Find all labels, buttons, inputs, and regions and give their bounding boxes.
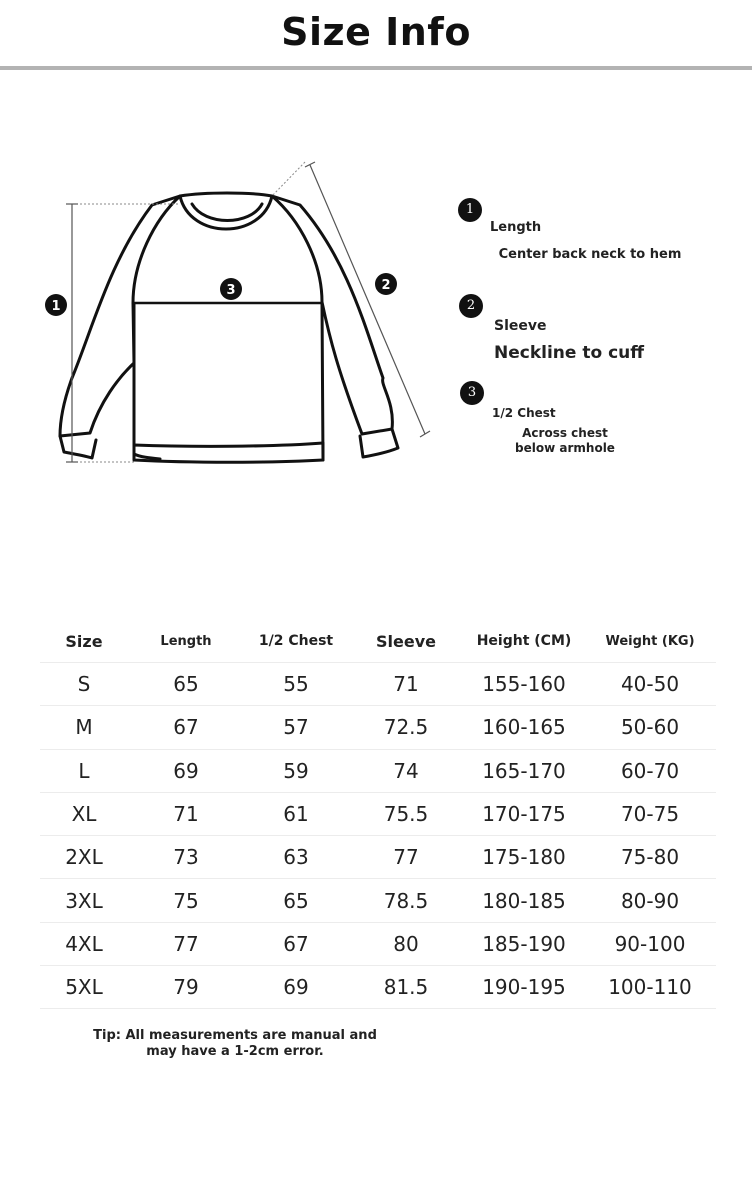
cell-weight: 80-90 xyxy=(584,879,716,922)
page-title: Size Info xyxy=(281,10,471,54)
measurement-tip xyxy=(60,1028,410,1060)
marker-3 xyxy=(220,278,242,300)
header-sleeve: Sleeve xyxy=(348,620,464,663)
cell-length: 77 xyxy=(128,923,244,966)
legend-number-3: 3 xyxy=(460,381,484,405)
cell-height: 160-165 xyxy=(464,706,584,749)
legend-number-1: 1 xyxy=(458,198,482,222)
cell-size: M xyxy=(40,706,128,749)
table-row xyxy=(40,793,716,836)
cell-height: 190-195 xyxy=(464,966,584,1009)
cell-sleeve: 75.5 xyxy=(348,793,464,836)
table-row xyxy=(40,706,716,749)
cell-sleeve: 81.5 xyxy=(348,966,464,1009)
cell-sleeve: 72.5 xyxy=(348,706,464,749)
cell-length: 75 xyxy=(128,879,244,922)
legend-name-chest: 1/2 Chest xyxy=(492,406,556,420)
cell-sleeve: 80 xyxy=(348,923,464,966)
legend-number-2: 2 xyxy=(459,294,483,318)
tip-line-2: may have a 1-2cm error. xyxy=(146,1044,324,1059)
cell-length: 73 xyxy=(128,836,244,879)
marker-2 xyxy=(375,273,397,295)
legend-name-sleeve: Sleeve xyxy=(494,318,547,334)
cell-half-chest: 59 xyxy=(244,750,348,793)
cell-weight: 60-70 xyxy=(584,750,716,793)
table-row xyxy=(40,966,716,1009)
table-row xyxy=(40,923,716,966)
header-length: Length xyxy=(128,620,244,663)
left-cuff xyxy=(60,436,96,458)
hem-band xyxy=(134,443,323,462)
cell-sleeve: 78.5 xyxy=(348,879,464,922)
cell-length: 71 xyxy=(128,793,244,836)
header-weight: Weight (KG) xyxy=(584,620,716,663)
header-height: Height (CM) xyxy=(464,620,584,663)
cell-height: 155-160 xyxy=(464,663,584,706)
cell-height: 185-190 xyxy=(464,923,584,966)
cell-height: 175-180 xyxy=(464,836,584,879)
legend-desc-length: Center back neck to hem xyxy=(498,247,682,262)
sweatshirt-diagram xyxy=(0,140,450,480)
legend-desc-sleeve: Neckline to cuff xyxy=(494,343,645,363)
cell-size: 2XL xyxy=(40,836,128,879)
cell-weight: 100-110 xyxy=(584,966,716,1009)
cell-height: 165-170 xyxy=(464,750,584,793)
cell-size: 5XL xyxy=(40,966,128,1009)
table-header-row xyxy=(40,620,716,663)
neck-rib xyxy=(180,196,272,229)
cell-weight: 40-50 xyxy=(584,663,716,706)
cell-half-chest: 61 xyxy=(244,793,348,836)
cell-sleeve: 74 xyxy=(348,750,464,793)
cell-length: 65 xyxy=(128,663,244,706)
cell-sleeve: 77 xyxy=(348,836,464,879)
svg-text:1: 1 xyxy=(51,299,61,314)
svg-text:3: 3 xyxy=(226,283,236,298)
body-left-seam xyxy=(134,304,160,459)
table-row xyxy=(40,663,716,706)
legend-desc-chest-line2: below armhole xyxy=(515,441,615,455)
cell-size: 3XL xyxy=(40,879,128,922)
cell-length: 67 xyxy=(128,706,244,749)
cell-weight: 70-75 xyxy=(584,793,716,836)
cell-sleeve: 71 xyxy=(348,663,464,706)
title-divider xyxy=(0,66,752,70)
marker-1 xyxy=(45,294,67,316)
tip-line-1: Tip: All measurements are manual and xyxy=(93,1028,377,1043)
cell-weight: 75-80 xyxy=(584,836,716,879)
cell-half-chest: 67 xyxy=(244,923,348,966)
cell-weight: 50-60 xyxy=(584,706,716,749)
cell-half-chest: 65 xyxy=(244,879,348,922)
size-table xyxy=(40,620,716,1009)
body-right-seam xyxy=(322,304,323,460)
cell-size: S xyxy=(40,663,128,706)
cell-half-chest: 69 xyxy=(244,966,348,1009)
cell-height: 180-185 xyxy=(464,879,584,922)
cell-size: XL xyxy=(40,793,128,836)
table-row xyxy=(40,750,716,793)
table-row xyxy=(40,836,716,879)
svg-text:2: 2 xyxy=(381,278,391,293)
legend-name-length: Length xyxy=(490,220,542,235)
cell-weight: 90-100 xyxy=(584,923,716,966)
cell-size: L xyxy=(40,750,128,793)
cell-half-chest: 63 xyxy=(244,836,348,879)
legend-desc-chest-line1: Across chest xyxy=(522,426,608,440)
cell-size: 4XL xyxy=(40,923,128,966)
cell-height: 170-175 xyxy=(464,793,584,836)
cell-half-chest: 57 xyxy=(244,706,348,749)
table-row xyxy=(40,879,716,922)
header-size: Size xyxy=(40,620,128,663)
header-half-chest: 1/2 Chest xyxy=(244,620,348,663)
neck-inner xyxy=(192,204,262,221)
cell-length: 79 xyxy=(128,966,244,1009)
cell-length: 69 xyxy=(128,750,244,793)
cell-half-chest: 55 xyxy=(244,663,348,706)
